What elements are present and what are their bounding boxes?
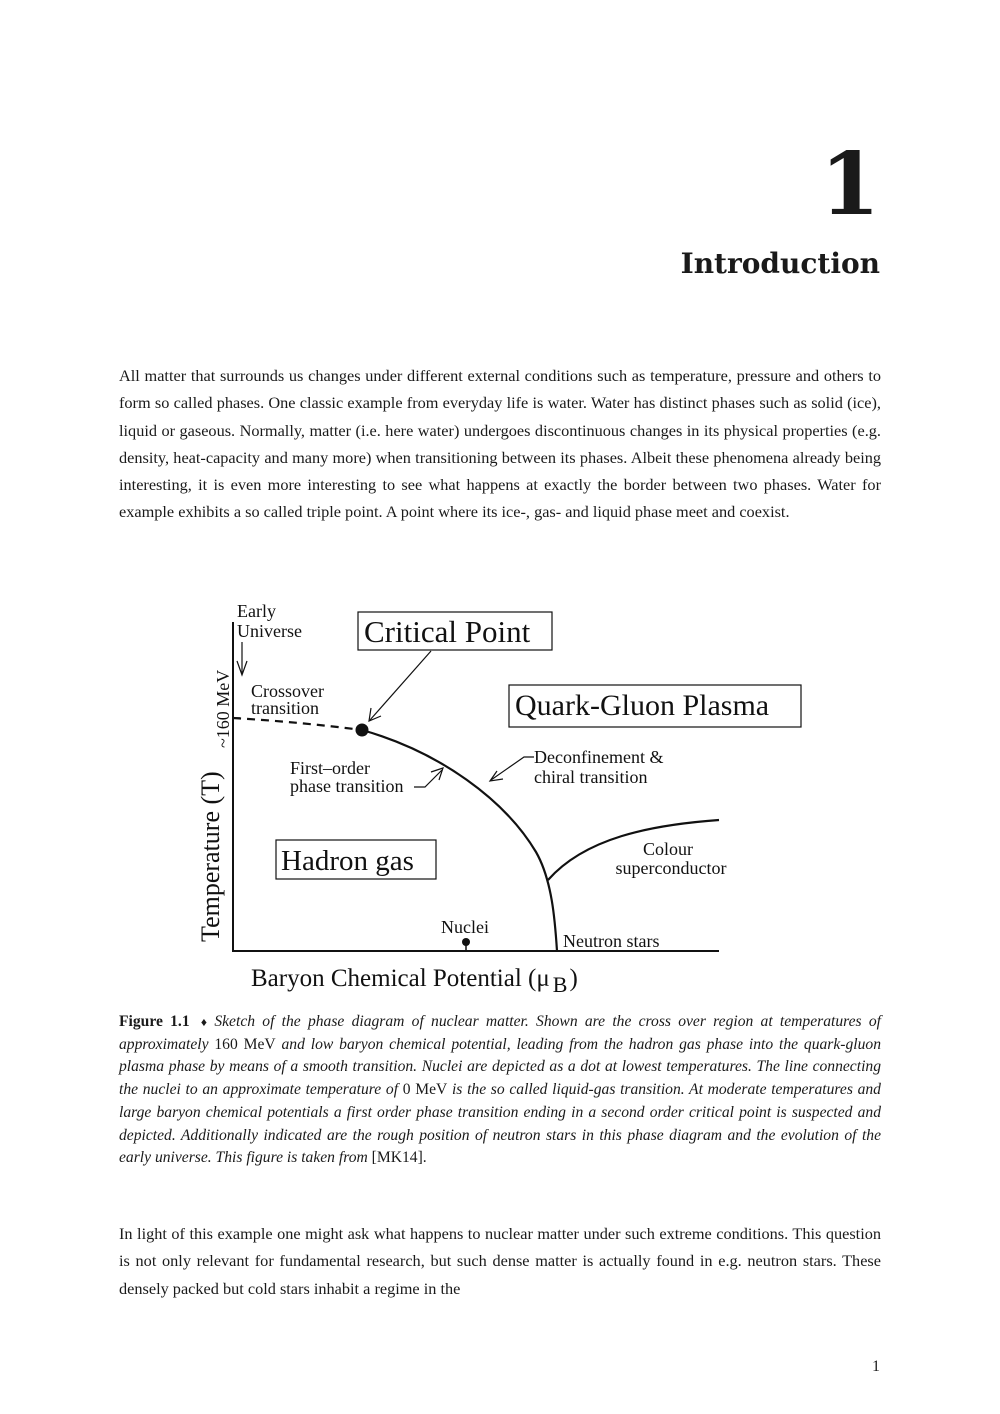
colour-superconductor-label-1: Colour [642,839,694,859]
critical-point-arrow-shaft [370,651,431,720]
citation-link[interactable]: [MK14] [371,1149,423,1167]
x-axis-label [251,965,578,997]
critical-point-label: Critical Point [364,614,531,649]
diamond-separator-icon: ♦ [200,1015,211,1029]
deconfinement-label-1: Deconfinement & [534,747,664,767]
neutron-stars-label: Neutron stars [563,931,660,951]
hadron-gas-label: Hadron gas [281,845,414,877]
quark-gluon-plasma-label: Quark-Gluon Plasma [515,689,770,722]
x-axis-label-sub: B [552,972,568,997]
figure-label: Figure 1.1 [119,1013,190,1030]
paragraph-nuclear-matter: In light of this example one might ask what happens to nuclear matter under such extreme conditions. This question is not only relevant for fundamental research, but such dense matter is actually found in e.g. neutron stars. These densely packed but cold stars inhabit a regime in the [119,1224,881,1298]
caption-text-1: Sketch of the phase diagram of nuclear matter. Shown are the cross over region at temperatures of approximately [119,1013,881,1053]
first-order-arrow-head-icon [431,768,443,780]
y-axis-label: Temperature (T) [196,771,225,942]
crossover-label-1: Crossover [251,681,324,701]
figure-caption [119,1011,881,1170]
chapter-title: Introduction [680,247,880,280]
caption-value-0mev: 0 MeV [402,1081,448,1099]
y-tick-label: ~160 MeV [213,669,233,748]
page-number: 1 [872,1358,880,1375]
paragraph-intro: All matter that surrounds us changes under different external conditions such as temperature, pressure and others to form so called phases. One classic example from everyday life is water. Water has distinct phases such as solid (ice), liquid or gaseous. Normally, matter (i.e. here water) undergoes discontinuous changes in its physical properties (e.g. density, heat-capacity and many more) when transitioning between its phases. Albeit these phenomena already being interesting, it is even more interesting to see what happens at exactly the border between two phases. Water for example exhibits a so called triple point. A point where its ice-, gas- and liquid phase meet and coexist. [119,366,881,522]
caption-text-2: and low baryon chemical potential, leading from the hadron gas phase into the quark-gluon plasma phase by means of a smooth transition. Nuclei are depicted as a dot at lowest temperatures. The line connecting the nuclei to an approximate temperature of [119,1035,881,1099]
nuclei-dot [462,938,470,946]
x-axis-label-close: ) [569,965,578,992]
nuclei-label: Nuclei [441,917,489,937]
early-universe-label-1: Early [237,601,276,621]
caption-end: . [422,1149,427,1167]
chapter-number: 1 [820,134,880,235]
early-universe-label-2: Universe [237,621,302,641]
caption-value-160mev: 160 MeV [214,1035,276,1053]
colour-superconductor-label-2: superconductor [615,858,727,878]
first-order-arrow-shaft [414,770,442,787]
x-axis-label-main: Baryon Chemical Potential (μ [251,965,550,992]
deconfinement-arrow-shaft [491,757,534,780]
first-order-label-1: First–order [290,758,370,778]
first-order-label-2: phase transition [290,776,404,796]
crossover-dashed-line [233,718,362,730]
crossover-label-2: transition [251,698,319,718]
caption-text-3: is the so called liquid-gas transition. At moderate temperatures and large baryon chemical potentials a first order phase transition ending in a second order critical point is suspected and depicted. Additionally indicated are the rough position of neutron stars in this phase diagram and the evolution of the early universe. This figure is taken from [119,1081,881,1167]
deconfinement-label-2: chiral transition [534,767,648,787]
